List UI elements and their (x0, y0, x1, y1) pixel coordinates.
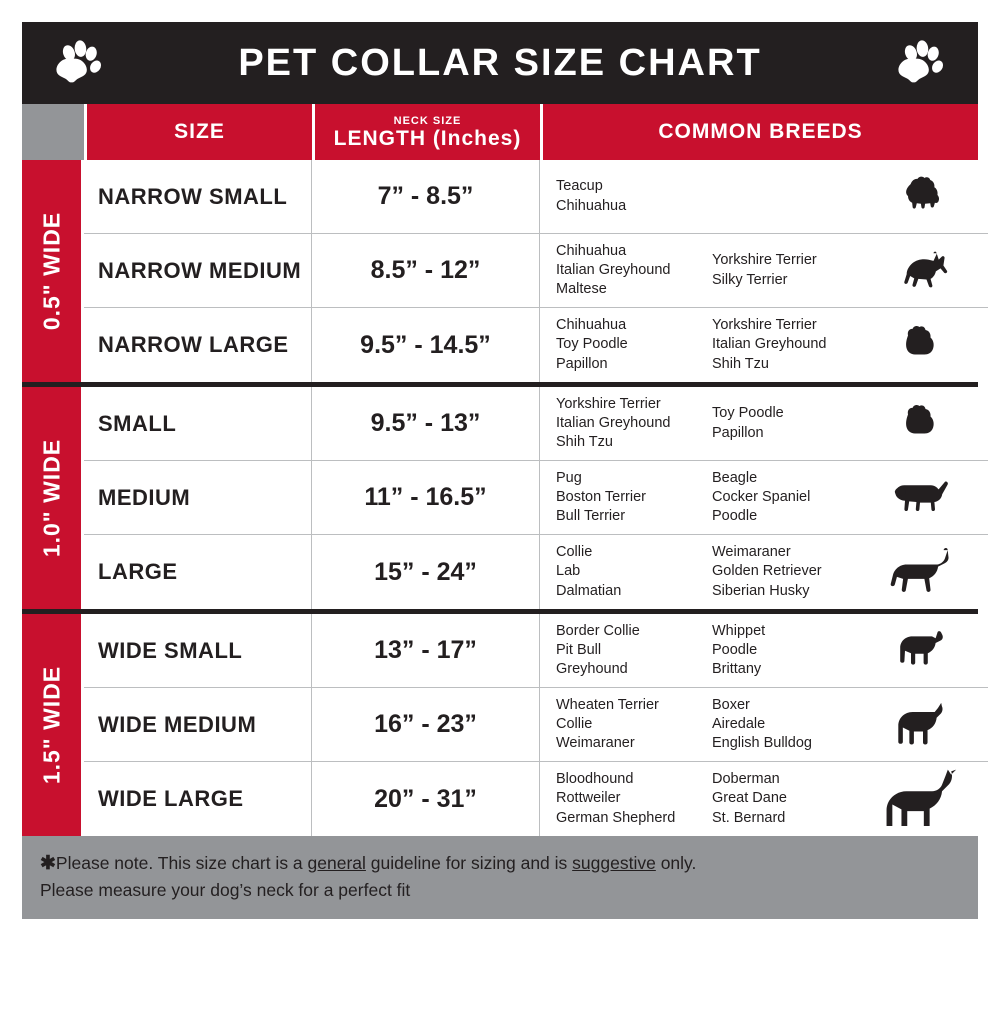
breed-name: Italian Greyhound (712, 336, 827, 353)
breed-name: Pit Bull (556, 641, 602, 658)
cell-length: 20” - 31” (312, 762, 540, 836)
cell-breeds (540, 688, 988, 761)
breed-name: Beagle (712, 469, 758, 486)
group-0-5-wide (22, 160, 978, 387)
pet-collar-size-chart (0, 22, 1000, 1022)
breed-name: Great Dane (712, 790, 787, 807)
breed-name: Bloodhound (556, 771, 634, 788)
group-1-0-wide (22, 387, 978, 614)
breed-name: Pug (556, 469, 582, 486)
footer-underline-general: general (307, 853, 366, 873)
cell-length: 9.5” - 14.5” (312, 308, 540, 382)
column-header-size: SIZE (87, 104, 315, 160)
breed-name: Italian Greyhound (556, 261, 671, 278)
table-row (84, 160, 988, 234)
breed-name: Weimaraner (712, 544, 791, 561)
group-rows (84, 160, 988, 382)
breed-name: Maltese (556, 281, 607, 298)
footer-line-1-c: only. (655, 853, 697, 873)
paw-icon (898, 40, 944, 86)
group-label-text: 1.5" WIDE (38, 665, 64, 785)
cell-size: NARROW SMALL (84, 160, 312, 233)
breed-name: Papillon (712, 424, 764, 441)
asterisk-icon: ✱ (40, 853, 56, 874)
breed-name: Bull Terrier (556, 508, 626, 525)
breed-name: Border Collie (556, 622, 640, 639)
breed-name: Lab (556, 563, 581, 580)
cell-size: WIDE MEDIUM (84, 688, 312, 761)
table-row (84, 614, 988, 688)
breed-name: Dalmatian (556, 582, 622, 599)
breed-name: German Shepherd (556, 809, 676, 826)
column-header-breeds: COMMON BREEDS (543, 104, 978, 160)
breed-name: St. Bernard (712, 809, 786, 826)
chart-header (22, 22, 978, 104)
breed-name: Italian Greyhound (556, 414, 671, 431)
group-label-text: 1.0" WIDE (38, 438, 64, 558)
breed-column-1 (556, 242, 702, 300)
header-spacer-cell (22, 104, 87, 160)
breed-name: English Bulldog (712, 735, 812, 752)
cell-size: MEDIUM (84, 461, 312, 534)
footer-line-1-b: guideline for sizing and is (365, 853, 573, 873)
breed-name: Silky Terrier (712, 271, 788, 288)
breed-column-2 (712, 251, 858, 290)
breed-column-1 (556, 696, 702, 754)
cell-size: LARGE (84, 535, 312, 609)
breed-column-1 (556, 622, 702, 680)
table-row (84, 762, 988, 836)
breed-column-2 (712, 543, 858, 601)
footer-line-1 (40, 850, 960, 878)
footer-underline-suggestive: suggestive (572, 853, 656, 873)
cell-breeds (540, 614, 988, 687)
cell-length: 16” - 23” (312, 688, 540, 761)
doberman-silhouette-icon (858, 768, 988, 830)
breed-name: Chihuahua (556, 197, 627, 214)
column-header-length-main: LENGTH (Inches) (333, 126, 522, 150)
table-row (84, 535, 988, 609)
breed-name: Doberman (712, 771, 780, 788)
breed-column-1 (556, 770, 702, 828)
table-row (84, 308, 988, 382)
group-label-1-5-wide (22, 614, 84, 836)
footer-line-1-a: Please note. This size chart is a (55, 853, 308, 873)
cell-breeds (540, 387, 988, 460)
breed-name: Greyhound (556, 661, 628, 678)
breed-column-2 (712, 770, 858, 828)
cell-length: 8.5” - 12” (312, 234, 540, 307)
breed-column-2 (712, 622, 858, 680)
footer-line-2: Please measure your dog’s neck for a perfect fit (40, 879, 411, 900)
cell-breeds (540, 234, 988, 307)
breed-column-1 (556, 469, 702, 527)
cell-size: NARROW MEDIUM (84, 234, 312, 307)
cell-size: NARROW LARGE (84, 308, 312, 382)
breed-name: Brittany (712, 661, 762, 678)
chihuahua-silhouette-icon (858, 247, 988, 295)
breed-column-2 (712, 469, 858, 527)
breed-name: Wheaten Terrier (556, 696, 659, 713)
breed-name: Siberian Husky (712, 582, 810, 599)
breed-name: Shih Tzu (712, 355, 769, 372)
yorkshire-terrier-silhouette-icon (858, 173, 988, 221)
breed-name: Boxer (712, 696, 750, 713)
breed-name: Yorkshire Terrier (712, 317, 817, 334)
footer-note (22, 836, 978, 919)
breed-column-2 (712, 316, 858, 374)
cell-length: 13” - 17” (312, 614, 540, 687)
group-1-5-wide (22, 614, 978, 836)
table-row (84, 461, 988, 535)
group-label-0-5-wide (22, 160, 84, 382)
cell-length: 7” - 8.5” (312, 160, 540, 233)
breed-name: Rottweiler (556, 790, 621, 807)
cell-breeds (540, 160, 988, 233)
labrador-silhouette-icon (858, 546, 988, 598)
cell-breeds (540, 308, 988, 382)
breed-name: Toy Poodle (712, 405, 784, 422)
breed-name: Toy Poodle (556, 336, 628, 353)
group-rows (84, 387, 988, 609)
beagle-silhouette-icon (858, 475, 988, 521)
breed-name: Chihuahua (556, 317, 627, 334)
breed-column-1 (556, 395, 702, 453)
breed-column-1 (556, 543, 702, 601)
breed-name: Boston Terrier (556, 488, 646, 505)
column-header-length (315, 104, 543, 160)
breed-name: Cocker Spaniel (712, 488, 811, 505)
table-row (84, 234, 988, 308)
breed-column-1 (556, 316, 702, 374)
size-table (22, 104, 978, 836)
breed-name: Golden Retriever (712, 563, 822, 580)
group-label-text: 0.5" WIDE (38, 211, 64, 331)
table-row (84, 387, 988, 461)
breed-name: Poodle (712, 641, 758, 658)
group-rows (84, 614, 988, 836)
breed-name: Collie (556, 715, 593, 732)
breed-name: Papillon (556, 355, 608, 372)
cell-breeds (540, 762, 988, 836)
breed-name: Chihuahua (556, 242, 627, 259)
table-header-row (22, 104, 978, 160)
breed-column-2 (712, 696, 858, 754)
breed-name: Poodle (712, 508, 758, 525)
cell-length: 15” - 24” (312, 535, 540, 609)
breed-column-2 (712, 404, 858, 443)
cell-length: 9.5” - 13” (312, 387, 540, 460)
breed-name: Shih Tzu (556, 434, 613, 451)
breed-name: Collie (556, 544, 593, 561)
boxer-silhouette-icon (858, 697, 988, 753)
cell-size: SMALL (84, 387, 312, 460)
breed-name: Airedale (712, 715, 766, 732)
cell-size: WIDE LARGE (84, 762, 312, 836)
cell-breeds (540, 535, 988, 609)
paw-icon (56, 40, 102, 86)
cell-size: WIDE SMALL (84, 614, 312, 687)
pit-bull-silhouette-icon (858, 624, 988, 678)
breed-name: Whippet (712, 622, 766, 639)
shih-tzu-silhouette-icon (858, 399, 988, 449)
breed-name: Weimaraner (556, 735, 635, 752)
page-title: PET COLLAR SIZE CHART (238, 41, 762, 84)
breed-name: Yorkshire Terrier (556, 395, 661, 412)
column-header-length-sub: NECK SIZE (393, 114, 462, 127)
group-label-1-0-wide (22, 387, 84, 609)
cell-length: 11” - 16.5” (312, 461, 540, 534)
cell-breeds (540, 461, 988, 534)
breed-name: Yorkshire Terrier (712, 252, 817, 269)
breed-column-1 (556, 177, 702, 216)
breed-name: Teacup (556, 178, 603, 195)
papillon-silhouette-icon (858, 320, 988, 370)
table-row (84, 688, 988, 762)
